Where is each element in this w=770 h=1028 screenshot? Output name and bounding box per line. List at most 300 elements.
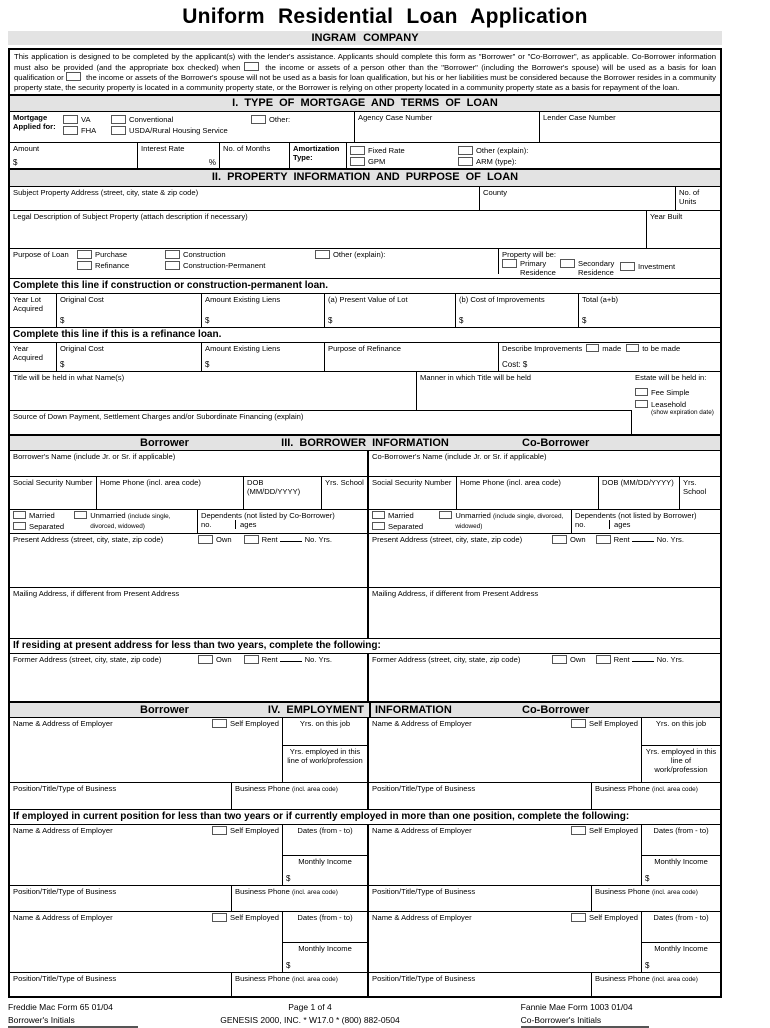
property-will-be-label: Property will be: <box>502 249 557 259</box>
business-phone-note: (incl. area code) <box>652 785 698 793</box>
legal-description-field[interactable] <box>10 211 647 248</box>
genesis-label: GENESIS 2000, INC. * W17.0 * (800) 882-0504 <box>220 1014 400 1025</box>
dollar-sign: $ <box>205 316 210 326</box>
rent-label: Rent <box>261 654 278 664</box>
borrower-present-rent-checkbox[interactable] <box>244 535 259 544</box>
conventional-checkbox[interactable] <box>111 115 126 124</box>
business-phone-note: (incl. area code) <box>652 975 698 983</box>
borrower-former-own-checkbox[interactable] <box>198 655 213 664</box>
borrower-unmarried-note: (include single, divorced, widowed) <box>90 512 171 530</box>
primary-position-row <box>10 782 720 809</box>
former-address-row <box>10 653 720 701</box>
no-yrs-blank[interactable] <box>280 655 302 662</box>
lender-case-number-label: Lender Case Number <box>543 113 616 123</box>
borrower-business-phone2-field[interactable] <box>232 886 369 911</box>
coborrower-employer-label: Name & Address of Employer <box>372 718 472 728</box>
borrower-employer-label: Name & Address of Employer <box>13 718 113 728</box>
borrower-business-phone-field[interactable] <box>232 783 369 809</box>
purchase-checkbox[interactable] <box>77 250 92 259</box>
section1-header-row <box>10 94 720 111</box>
monthly-income-label: Monthly Income <box>654 943 708 953</box>
business-phone-label: Business Phone <box>235 783 290 793</box>
coborrower-position2-field[interactable] <box>369 886 592 911</box>
section4-coborrower-label: Co-Borrower <box>522 703 590 716</box>
fha-checkbox[interactable] <box>63 126 78 135</box>
mortgage-label-1: Mortgage <box>13 113 48 123</box>
construction-permanent-checkbox[interactable] <box>165 261 180 270</box>
no-of-months-field[interactable] <box>220 143 290 168</box>
notice-part1: This application is designed to be completed by the applicant(s) with the lender's assistance. Applicants should complete this form as "Borrower" or "Co-Borrower", as applicable. Co-Borrower information must also be provided (and the appropriate box checked) when <box>14 52 716 72</box>
title-held-names-field[interactable] <box>10 372 417 410</box>
borrower-marital-cell <box>10 510 198 533</box>
coborrower-employer2-field[interactable] <box>369 825 642 885</box>
dollar-sign: $ <box>645 874 650 884</box>
coborrower-married-checkbox[interactable] <box>372 511 385 519</box>
leasehold-checkbox[interactable] <box>635 400 648 408</box>
interest-rate-percent-sign: % <box>208 157 216 167</box>
borrower-self-employed2-checkbox[interactable] <box>212 826 227 835</box>
business-phone-label: Business Phone <box>235 886 290 896</box>
property-will-be-cell <box>499 249 720 278</box>
coborrower-initials-field[interactable] <box>521 1015 649 1028</box>
business-phone-note: (incl. area code) <box>292 785 338 793</box>
coborrower-dates2-field[interactable] <box>642 825 720 856</box>
borrower-yrs-on-job-field[interactable] <box>283 718 367 746</box>
freddie-mac-form-label: Freddie Mac Form 65 01/04 <box>8 1001 113 1012</box>
dollar-sign: $ <box>60 360 65 370</box>
self-employed-label: Self Employed <box>589 825 638 835</box>
amortization-label-1: Amortization <box>293 144 340 154</box>
construction-original-cost-field[interactable] <box>57 294 202 327</box>
fixed-rate-label: Fixed Rate <box>368 146 405 156</box>
coborrower-present-own-checkbox[interactable] <box>552 535 567 544</box>
dollar-sign: $ <box>286 961 291 971</box>
borrower-yrs-school-label: Yrs. School <box>325 477 364 487</box>
section2-title: II. PROPERTY INFORMATION AND PURPOSE OF LOAN <box>10 170 720 185</box>
refinance-original-cost-label: Original Cost <box>60 343 104 353</box>
borrower-former-address-field[interactable] <box>10 654 369 701</box>
notice-text <box>10 50 720 94</box>
refinance-existing-liens-field[interactable] <box>202 343 325 371</box>
coborrower-yrs-school-label: Yrs. School <box>683 477 707 496</box>
borrower-former-rent-checkbox[interactable] <box>244 655 259 664</box>
coborrower-monthly-income3-field[interactable] <box>642 943 720 972</box>
mortgage-type-row <box>10 111 720 142</box>
page-number: Page 1 of 4 <box>288 1001 332 1012</box>
secondary-residence-label: Secondary Residence <box>578 258 615 277</box>
borrower-monthly-income2-field[interactable] <box>283 856 367 885</box>
construction-line-row <box>10 278 720 293</box>
borrower-initials-label: Borrower's Initials <box>8 1014 75 1025</box>
manner-title-held-field[interactable] <box>417 372 632 410</box>
interest-rate-label: Interest Rate <box>141 144 185 154</box>
no-yrs-label: No. Yrs. <box>304 654 332 664</box>
yrs-on-job-label: Yrs. on this job <box>299 718 351 728</box>
coborrower-dates3-field[interactable] <box>642 912 720 943</box>
borrower-self-employed-checkbox[interactable] <box>212 719 227 728</box>
position-label: Position/Title/Type of Business <box>372 783 476 793</box>
coborrower-employer3-field[interactable] <box>369 912 642 972</box>
subject-property-address-label: Subject Property Address (street, city, state & zip code) <box>13 187 199 197</box>
coborrower-present-rent-checkbox[interactable] <box>596 535 611 544</box>
borrower-employer2-field[interactable] <box>10 825 283 885</box>
coborrower-self-employed2-checkbox[interactable] <box>571 826 586 835</box>
dollar-sign: $ <box>645 961 650 971</box>
no-of-units-label: No. of Units <box>679 187 700 206</box>
company-name: INGRAM COMPANY <box>8 31 722 45</box>
improvements-cost-label: Cost: $ <box>502 360 528 370</box>
source-down-payment-label: Source of Down Payment, Settlement Charges and/or Subordinate Financing (explain) <box>13 411 304 421</box>
secondary-residence-checkbox[interactable] <box>560 259 575 268</box>
describe-improvements-label: Describe Improvements <box>502 343 583 353</box>
business-phone-label: Business Phone <box>595 973 650 983</box>
coborrower-position3-field[interactable] <box>369 973 592 996</box>
borrower-self-employed3-checkbox[interactable] <box>212 913 227 922</box>
purpose-of-refinance-field[interactable] <box>325 343 499 371</box>
section3-header-row <box>10 434 720 450</box>
fixed-rate-checkbox[interactable] <box>350 146 365 155</box>
own-label: Own <box>570 534 586 544</box>
coborrower-self-employed3-checkbox[interactable] <box>571 913 586 922</box>
self-employed-label: Self Employed <box>230 718 279 728</box>
borrower-present-own-checkbox[interactable] <box>198 535 213 544</box>
section2-header-row <box>10 168 720 185</box>
coborrower-unmarried-checkbox[interactable] <box>439 511 452 519</box>
loan-application-form <box>8 48 722 998</box>
borrower-dates3-field[interactable] <box>283 912 367 943</box>
borrower-monthly-income3-field[interactable] <box>283 943 367 972</box>
purpose-of-loan-cell <box>10 249 499 274</box>
leasehold-label: Leasehold <box>651 400 687 410</box>
borrower-yrs-school-field[interactable] <box>322 477 369 509</box>
coborrower-former-own-checkbox[interactable] <box>552 655 567 664</box>
position-label: Position/Title/Type of Business <box>372 886 476 896</box>
purpose-other-label: Other (explain): <box>333 249 386 259</box>
employed-line-row <box>10 809 720 824</box>
coborrower-dob-label: DOB (MM/DD/YYYY) <box>602 477 674 487</box>
refinance-line-label: Complete this line if this is a refinance loan. <box>13 328 222 340</box>
residing-line-label: If residing at present address for less than two years, complete the following: <box>13 639 381 651</box>
dependents-no-label: no. <box>575 520 586 529</box>
coborrower-employer3-label: Name & Address of Employer <box>372 912 472 922</box>
business-phone-label: Business Phone <box>595 886 650 896</box>
agency-case-number-field[interactable] <box>355 112 540 142</box>
borrower-separated-checkbox[interactable] <box>13 522 26 530</box>
income-other-person-checkbox[interactable] <box>244 62 259 71</box>
amount-dollar-sign: $ <box>13 157 18 167</box>
borrower-dependents-cell[interactable] <box>198 510 369 533</box>
coborrower-unmarried-label: Unmarried <box>455 510 491 520</box>
section3-title: III. BORROWER INFORMATION <box>281 436 449 449</box>
dollar-sign: $ <box>60 316 65 326</box>
borrower-married-checkbox[interactable] <box>13 511 26 519</box>
present-address-row <box>10 533 720 587</box>
borrower-present-address-field[interactable] <box>10 534 369 587</box>
borrower-dob-label: DOB (MM/DD/YYYY) <box>247 477 301 496</box>
borrower-mailing-address-label: Mailing Address, if different from Present Address <box>13 588 180 598</box>
no-yrs-blank[interactable] <box>632 535 654 542</box>
dependents-ages-label: ages <box>609 520 630 529</box>
marital-dependents-row <box>10 509 720 533</box>
usda-checkbox[interactable] <box>111 126 126 135</box>
coborrower-business-phone2-field[interactable] <box>592 886 720 911</box>
notice-row <box>10 50 720 94</box>
coborrower-present-address-field[interactable] <box>369 534 720 587</box>
improvements-made-label: made <box>602 343 622 353</box>
dependents-no-label: no. <box>201 520 212 529</box>
coborrower-yrs-line-work-field[interactable] <box>642 746 720 782</box>
residing-line-row <box>10 638 720 653</box>
borrower-former-address-label: Former Address (street, city, state, zip code) <box>13 654 162 664</box>
fee-simple-checkbox[interactable] <box>635 388 648 396</box>
dependents-ages-label: ages <box>235 520 256 529</box>
cost-of-improvements-field[interactable] <box>456 294 579 327</box>
amortization-label-2: Type: <box>293 153 313 163</box>
coborrower-initials-label: Co-Borrower's Initials <box>520 1014 602 1025</box>
employed-line-label: If employed in current position for less than two years or if currently employed in more than one position, complete the following: <box>13 810 630 822</box>
section4-borrower-label: Borrower <box>140 703 189 716</box>
coborrower-home-phone-label: Home Phone (incl. area code) <box>460 477 561 487</box>
borrower-ssn-label: Social Security Number <box>13 477 93 487</box>
construction-permanent-label: Construction-Permanent <box>183 260 266 270</box>
va-checkbox[interactable] <box>63 115 78 124</box>
interest-rate-field[interactable] <box>138 143 220 168</box>
dollar-sign: $ <box>286 874 291 884</box>
estate-held-cell <box>632 372 720 434</box>
coborrower-dependents-cell[interactable] <box>572 510 720 533</box>
self-employed-label: Self Employed <box>230 912 279 922</box>
coborrower-name-field[interactable] <box>369 451 720 476</box>
coborrower-dependents-label: Dependents (not listed by Borrower) <box>575 510 697 520</box>
conventional-label: Conventional <box>129 115 174 125</box>
borrower-business-phone3-field[interactable] <box>232 973 369 996</box>
coborrower-yrs-on-job-field[interactable] <box>642 718 720 746</box>
self-employed-label: Self Employed <box>230 825 279 835</box>
year-acquired-field[interactable] <box>10 343 57 371</box>
borrower-ssn-field[interactable] <box>10 477 97 509</box>
total-a-b-field[interactable] <box>579 294 720 327</box>
coborrower-employer-field[interactable] <box>369 718 642 782</box>
dollar-sign: $ <box>205 360 210 370</box>
coborrower-self-employed-checkbox[interactable] <box>571 719 586 728</box>
county-field[interactable] <box>480 187 676 210</box>
coborrower-mailing-address-field[interactable] <box>369 588 720 638</box>
center-divider <box>369 703 371 717</box>
borrower-name-field[interactable] <box>10 451 369 476</box>
year-lot-acquired-field[interactable] <box>10 294 57 327</box>
refinance-line-row <box>10 327 720 342</box>
footer-forms-row <box>8 1002 722 1012</box>
borrower-present-address-label: Present Address (street, city, state, zip code) <box>13 534 164 544</box>
notice-part2: the income or assets of a person other than the "Borrower" (including the Borrower's spouse) will be used as a basis for loan qualification or <box>14 62 716 83</box>
lender-case-number-field[interactable] <box>540 112 720 142</box>
section1-title: I. TYPE OF MORTGAGE AND TERMS OF LOAN <box>10 96 720 111</box>
investment-checkbox[interactable] <box>620 262 635 271</box>
refinance-original-cost-field[interactable] <box>57 343 202 371</box>
coborrower-marital-cell <box>369 510 572 533</box>
source-down-payment-field[interactable] <box>10 411 632 434</box>
borrower-home-phone-field[interactable] <box>97 477 244 509</box>
fee-simple-label: Fee Simple <box>651 388 690 397</box>
borrower-position2-field[interactable] <box>10 886 232 911</box>
coborrower-yrs-school-field[interactable] <box>680 477 720 509</box>
usda-label: USDA/Rural Housing Service <box>129 126 228 136</box>
arm-type-label: ARM (type): <box>476 157 517 167</box>
subject-property-row <box>10 186 720 210</box>
no-yrs-blank[interactable] <box>632 655 654 662</box>
business-phone-note: (incl. area code) <box>292 888 338 896</box>
own-label: Own <box>216 534 232 544</box>
coborrower-ssn-field[interactable] <box>369 477 457 509</box>
business-phone-note: (incl. area code) <box>652 888 698 896</box>
self-employed-label: Self Employed <box>589 912 638 922</box>
rent-label: Rent <box>613 534 630 544</box>
borrower-dob-field[interactable] <box>244 477 322 509</box>
mortgage-label-2: Applied for: <box>13 122 56 132</box>
borrower-married-label: Married <box>29 510 55 520</box>
section4-title-right: INFORMATION <box>375 703 452 716</box>
dates-label: Dates (from - to) <box>653 912 709 922</box>
borrower-yrs-line-work-field[interactable] <box>283 746 367 782</box>
amount-field[interactable] <box>10 143 138 168</box>
section4-header <box>10 703 720 717</box>
borrower-dates2-field[interactable] <box>283 825 367 856</box>
coborrower-position-field[interactable] <box>369 783 592 809</box>
borrower-unmarried-checkbox[interactable] <box>74 511 87 519</box>
year-acquired-label-2: Acquired <box>13 353 43 362</box>
year-built-label: Year Built <box>650 211 683 221</box>
year-acquired-label-1: Year <box>13 343 29 353</box>
improvements-made-checkbox[interactable] <box>586 344 599 352</box>
income-spouse-not-used-checkbox[interactable] <box>66 72 81 81</box>
secondary-employer-row-a <box>10 824 720 885</box>
coborrower-separated-label: Separated <box>388 522 424 531</box>
monthly-income-label: Monthly Income <box>654 856 708 866</box>
section3-borrower-label: Borrower <box>140 436 189 449</box>
no-yrs-blank[interactable] <box>280 535 302 542</box>
borrower-mailing-address-field[interactable] <box>10 588 369 638</box>
construction-original-cost-label: Original Cost <box>60 294 104 304</box>
gpm-checkbox[interactable] <box>350 157 365 166</box>
improvements-to-be-made-checkbox[interactable] <box>626 344 639 352</box>
purpose-of-loan-row <box>10 248 720 278</box>
mortgage-applied-for-cell <box>10 112 355 142</box>
position-label: Position/Title/Type of Business <box>13 783 117 793</box>
yrs-line-work-label: Yrs. employed in this line of work/profession <box>287 746 363 765</box>
leasehold-note: (show expiration date) <box>651 409 714 417</box>
fannie-mae-form-label: Fannie Mae Form 1003 01/04 <box>520 1001 633 1012</box>
borrower-name-label: Borrower's Name (include Jr. or Sr. if applicable) <box>13 451 176 461</box>
borrower-position3-field[interactable] <box>10 973 232 996</box>
secondary-employer-row-b <box>10 911 720 972</box>
no-of-units-field[interactable] <box>676 187 720 210</box>
own-label: Own <box>216 654 232 664</box>
describe-improvements-cell <box>499 343 720 371</box>
borrower-home-phone-label: Home Phone (incl. area code) <box>100 477 201 487</box>
yrs-on-job-label: Yrs. on this job <box>655 718 707 728</box>
refinance-detail-row <box>10 342 720 371</box>
coborrower-monthly-income2-field[interactable] <box>642 856 720 885</box>
borrower-employer3-field[interactable] <box>10 912 283 972</box>
loan-terms-row <box>10 142 720 168</box>
construction-detail-row <box>10 293 720 327</box>
borrower-unmarried-label: Unmarried <box>90 510 126 520</box>
coborrower-name-label: Co-Borrower's Name (include Jr. or Sr. if applicable) <box>372 451 547 461</box>
coborrower-home-phone-field[interactable] <box>457 477 599 509</box>
dollar-sign: $ <box>328 316 333 326</box>
borrower-employer-field[interactable] <box>10 718 283 782</box>
cost-of-improvements-label: (b) Cost of Improvements <box>459 294 545 304</box>
arm-checkbox[interactable] <box>458 157 473 166</box>
ssn-row <box>10 476 720 509</box>
construction-existing-liens-field[interactable] <box>202 294 325 327</box>
construction-checkbox[interactable] <box>165 250 180 259</box>
present-value-lot-field[interactable] <box>325 294 456 327</box>
no-yrs-label: No. Yrs. <box>304 534 332 544</box>
dates-label: Dates (from - to) <box>297 912 353 922</box>
coborrower-present-address-label: Present Address (street, city, state, zip code) <box>372 534 523 544</box>
borrower-position-field[interactable] <box>10 783 232 809</box>
amortization-other-label: Other (explain): <box>476 146 529 156</box>
purpose-other-checkbox[interactable] <box>315 250 330 259</box>
borrower-employer3-label: Name & Address of Employer <box>13 912 113 922</box>
monthly-income-label: Monthly Income <box>298 943 352 953</box>
page-title: Uniform Residential Loan Application <box>182 5 588 28</box>
title-source-rows <box>10 371 720 434</box>
amortization-type-cell <box>290 143 347 168</box>
mailing-address-row <box>10 587 720 638</box>
coborrower-former-address-field[interactable] <box>369 654 720 701</box>
borrower-initials-field[interactable] <box>8 1015 138 1028</box>
coborrower-dob-field[interactable] <box>599 477 680 509</box>
present-value-lot-label: (a) Present Value of Lot <box>328 294 408 304</box>
refinance-checkbox[interactable] <box>77 261 92 270</box>
coborrower-business-phone3-field[interactable] <box>592 973 720 996</box>
rent-label: Rent <box>261 534 278 544</box>
section3-header <box>10 436 720 450</box>
subject-property-address-field[interactable] <box>10 187 480 210</box>
coborrower-business-phone-field[interactable] <box>592 783 720 809</box>
section4-header-row <box>10 701 720 717</box>
primary-residence-checkbox[interactable] <box>502 259 517 268</box>
names-row <box>10 450 720 476</box>
gpm-label: GPM <box>368 157 386 167</box>
coborrower-former-address-label: Former Address (street, city, state, zip code) <box>372 654 521 664</box>
position-label: Position/Title/Type of Business <box>13 886 117 896</box>
coborrower-married-label: Married <box>388 510 414 520</box>
position-label: Position/Title/Type of Business <box>372 973 476 983</box>
dollar-sign: $ <box>582 316 587 326</box>
construction-existing-liens-label: Amount Existing Liens <box>205 294 281 304</box>
construction-label: Construction <box>183 249 226 259</box>
business-phone-label: Business Phone <box>595 783 650 793</box>
no-yrs-label: No. Yrs. <box>656 534 684 544</box>
secondary-position-row-a <box>10 885 720 911</box>
footer-initials-row <box>8 1015 722 1028</box>
coborrower-separated-checkbox[interactable] <box>372 522 385 530</box>
no-yrs-label: No. Yrs. <box>656 654 684 664</box>
coborrower-former-rent-checkbox[interactable] <box>596 655 611 664</box>
borrower-employer2-label: Name & Address of Employer <box>13 825 113 835</box>
coborrower-ssn-label: Social Security Number <box>372 477 452 487</box>
coborrower-unmarried-note: (include single, divorced, widowed) <box>455 512 564 530</box>
year-built-field[interactable] <box>647 211 720 248</box>
mortgage-other-checkbox[interactable] <box>251 115 266 124</box>
county-label: County <box>483 187 508 197</box>
title-held-names-label: Title will be held in what Name(s) <box>13 372 125 382</box>
self-employed-label: Self Employed <box>589 718 638 728</box>
amortization-other-checkbox[interactable] <box>458 146 473 155</box>
